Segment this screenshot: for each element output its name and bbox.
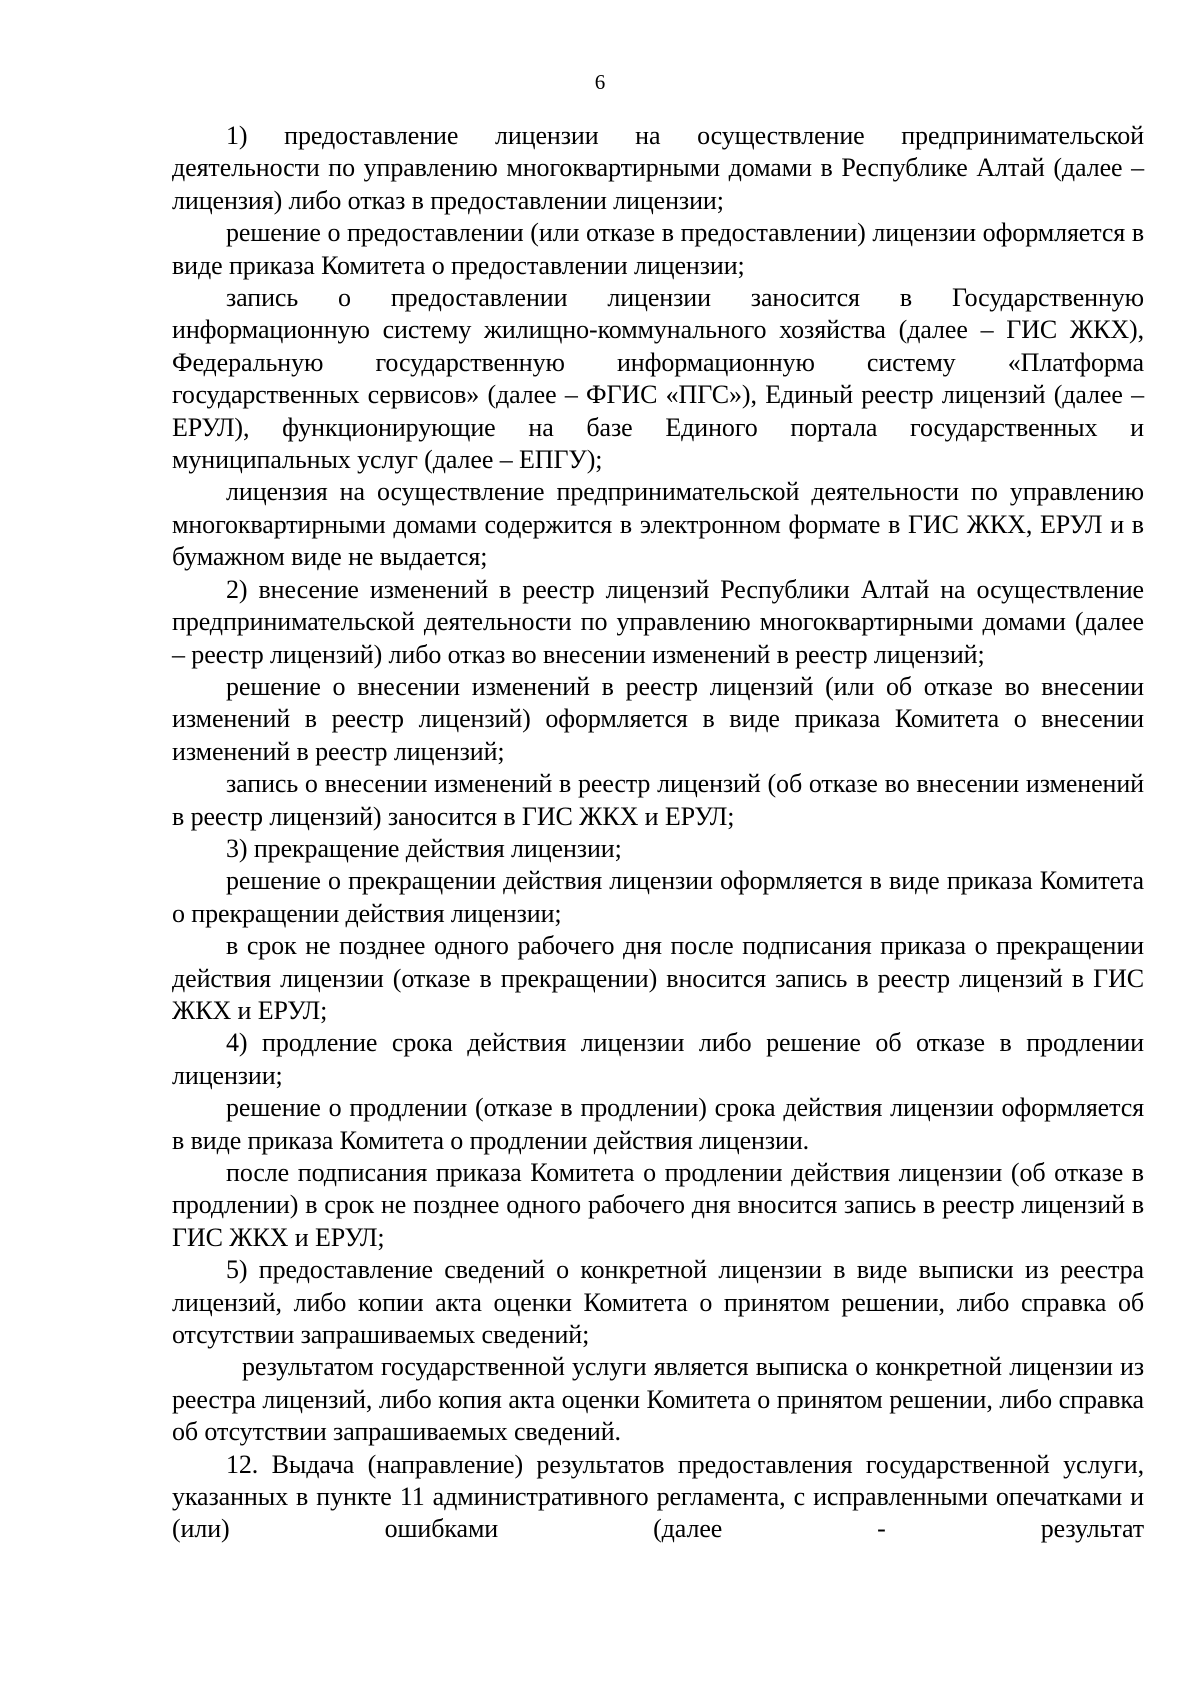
paragraph: 3) прекращение действия лицензии; (226, 833, 622, 863)
paragraph: решение о внесении изменений в реестр лицензий (или об отказе во внесении изменений в реестр лицензий) оформляется в виде приказа Комитета о внесении изменений в реестр лицензий; (172, 671, 1144, 766)
paragraph: после подписания приказа Комитета о продлении действия лицензии (об отказе в продлении) в срок не позднее одного рабочего дня вносится запись в реестр лицензий в ГИС ЖКХ и ЕРУЛ; (172, 1158, 1144, 1252)
paragraph: решение о предоставлении (или отказе в предоставлении) лицензии оформляется в виде приказа Комитета о предоставлении лицензии; (172, 218, 1144, 280)
paragraph: запись о предоставлении лицензии заносится в Государственную информационную систему жилищно-коммунального хозяйства (далее – ГИС ЖКХ), Федеральную государственную информационную систему «Платформа государственных сервисов» (далее – ФГИС «ПГС»), Единый реестр лицензий (далее – ЕРУЛ), функционирующие на базе Единого портала государственных и муниципальных услуг (далее – ЕПГУ); (172, 283, 1144, 475)
document-body (172, 120, 1144, 1546)
paragraph: запись о внесении изменений в реестр лицензий (об отказе во внесении изменений в реестр лицензий) заносится в ГИС ЖКХ и ЕРУЛ; (172, 769, 1144, 831)
paragraph: 12. Выдача (направление) результатов предоставления государственной услуги, указанных в пункте 11 административного регламента, с исправленными опечатками и (или) ошибками (далее - результат (172, 1449, 1144, 1544)
paragraph: 1) предоставление лицензии на осуществление предпринимательской деятельности по управлению многоквартирными домами в Республике Алтай (далее – лицензия) либо отказ в предоставлении лицензии; (172, 121, 1144, 215)
paragraph: в срок не позднее одного рабочего дня после подписания приказа о прекращении действия лицензии (отказе в прекращении) вносится запись в реестр лицензий в ГИС ЖКХ и ЕРУЛ; (172, 931, 1144, 1025)
page-number: 6 (594, 70, 606, 94)
paragraph: результатом государственной услуги является выписка о конкретной лицензии из реестра лицензий, либо копия акта оценки Комитета о принятом решении, либо справка об отсутствии запрашиваемых сведений. (172, 1352, 1144, 1447)
paragraph: 5) предоставление сведений о конкретной лицензии в виде выписки из реестра лицензий, либо копии акта оценки Комитета о принятом решении, либо справка об отсутствии запрашиваемых сведений; (172, 1255, 1144, 1350)
paragraph: 4) продление срока действия лицензии либо решение об отказе в продлении лицензии; (172, 1028, 1144, 1090)
paragraph: лицензия на осуществление предпринимательской деятельности по управлению многоквартирными домами содержится в электронном формате в ГИС ЖКХ, ЕРУЛ и в бумажном виде не выдается; (172, 477, 1144, 572)
paragraph: 2) внесение изменений в реестр лицензий Республики Алтай на осуществление предпринимательской деятельности по управлению многоквартирными домами (далее – реестр лицензий) либо отказ во внесении изменений в реестр лицензий; (172, 574, 1144, 669)
paragraph: решение о прекращении действия лицензии оформляется в виде приказа Комитета о прекращении действия лицензии; (172, 866, 1144, 928)
paragraph: решение о продлении (отказе в продлении) срока действия лицензии оформляется в виде приказа Комитета о продлении действия лицензии. (172, 1093, 1144, 1155)
